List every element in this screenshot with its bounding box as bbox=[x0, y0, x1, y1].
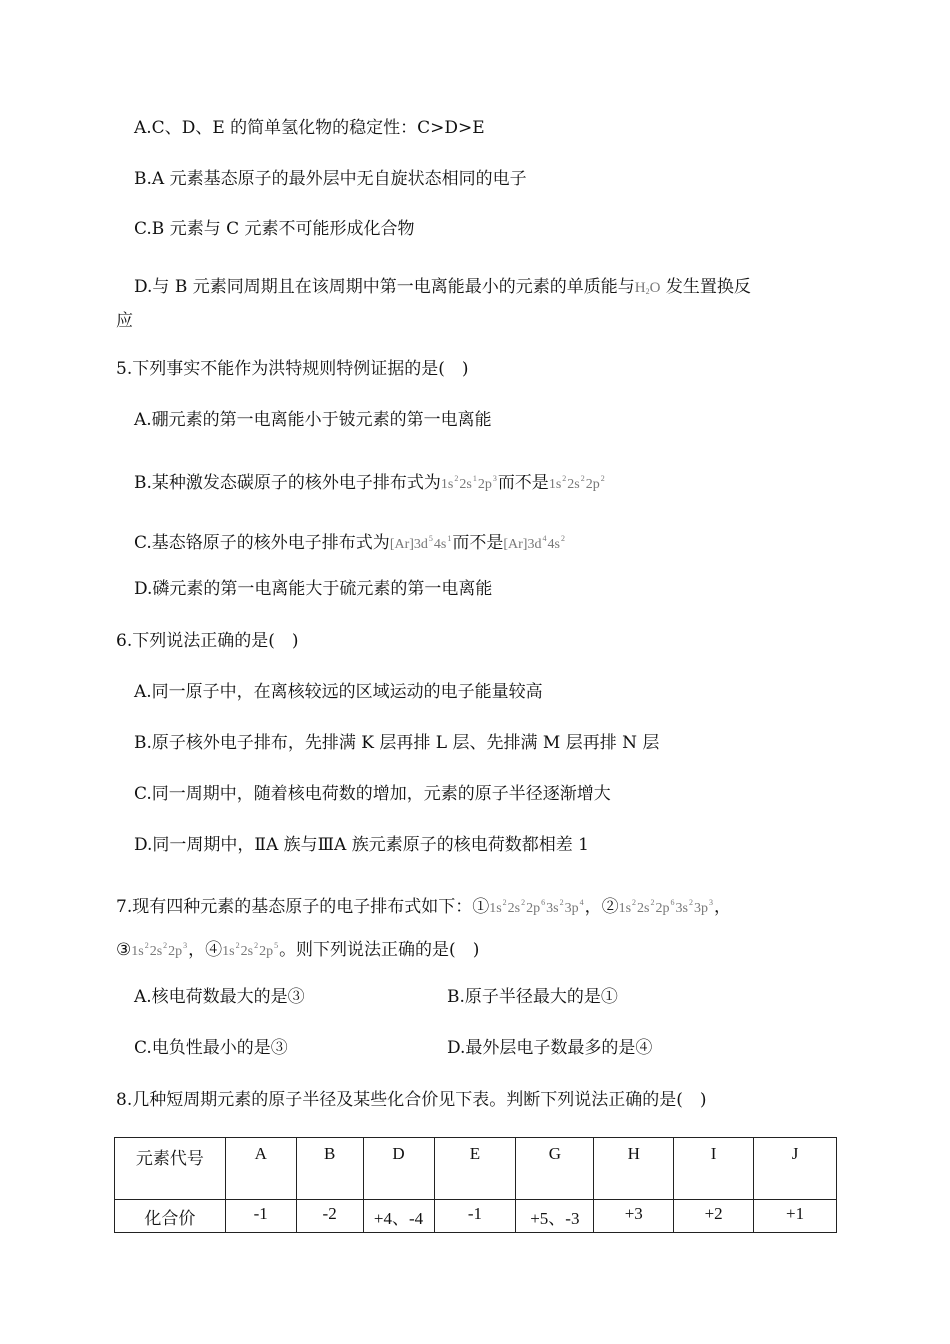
q4-option-d-continued: 应 bbox=[116, 311, 133, 331]
table-cell: A bbox=[225, 1138, 296, 1200]
table-cell: G bbox=[516, 1138, 594, 1200]
table-row-elements bbox=[115, 1138, 837, 1200]
q5-option-b-mid: 而不是 bbox=[497, 473, 549, 493]
q6-option-b: B.原子核外电子排布，先排满 K 层再排 L 层、先排满 M 层再排 N 层 bbox=[134, 733, 660, 753]
table-cell: +5、-3 bbox=[516, 1200, 594, 1233]
q5-option-d: D.磷元素的第一电离能大于硫元素的第一电离能 bbox=[134, 579, 493, 599]
q8-stem: 8.几种短周期元素的原子半径及某些化合价见下表。判断下列说法正确的是( ) bbox=[116, 1090, 707, 1110]
q5-option-c-text: C.基态铬原子的核外电子排布式为 bbox=[134, 533, 390, 553]
chromium-config: $[Ar]3d^54s^1$ bbox=[389, 534, 452, 552]
table-cell: B bbox=[296, 1138, 363, 1200]
element-table bbox=[114, 1137, 837, 1233]
table-cell: -1 bbox=[225, 1200, 296, 1233]
table-row-valences bbox=[115, 1200, 837, 1233]
table-cell: D bbox=[363, 1138, 434, 1200]
q7-sep-4: ，④ bbox=[188, 940, 223, 960]
table-row-label: 元素代号 bbox=[115, 1138, 226, 1200]
q6-option-a: A.同一原子中，在离核较远的区域运动的电子能量较高 bbox=[134, 682, 543, 702]
q6-option-c: C.同一周期中，随着核电荷数的增加，元素的原子半径逐渐增大 bbox=[134, 784, 611, 804]
q7-sep-2-end: ， bbox=[713, 897, 731, 917]
water-formula: $H_2O$ bbox=[634, 280, 661, 296]
carbon-ground-config: $1s^22s^22p^2$ bbox=[548, 474, 605, 492]
q5-option-b-text: B.某种激发态碳原子的核外电子排布式为 bbox=[134, 473, 441, 493]
q4-option-c: C.B 元素与 C 元素不可能形成化合物 bbox=[134, 219, 415, 239]
config-4: $1s^22s^22p^5$ bbox=[222, 941, 279, 959]
config-3: $1s^22s^22p^3$ bbox=[131, 941, 188, 959]
table-cell: H bbox=[594, 1138, 674, 1200]
chromium-alt-config: $[Ar]3d^44s^2$ bbox=[503, 534, 565, 552]
table-cell: +1 bbox=[754, 1200, 837, 1233]
q5-stem: 5.下列事实不能作为洪特规则特例证据的是( ) bbox=[116, 359, 469, 379]
q6-stem: 6.下列说法正确的是( ) bbox=[116, 631, 299, 651]
config-2: $1s^22s^22p^63s^23p^3$ bbox=[618, 898, 713, 916]
q7-stem-line1 bbox=[116, 891, 731, 921]
q5-option-a: A.硼元素的第一电离能小于铍元素的第一电离能 bbox=[134, 410, 492, 430]
q4-option-a: A.C、D、E 的简单氢化物的稳定性：C>D>E bbox=[134, 118, 485, 138]
table-cell: +3 bbox=[594, 1200, 674, 1233]
table-cell: E bbox=[434, 1138, 516, 1200]
q4-option-d bbox=[134, 275, 751, 304]
table-cell: +4、-4 bbox=[363, 1200, 434, 1233]
q7-marker-3: ③ bbox=[116, 940, 132, 960]
table-row-label: 化合价 bbox=[115, 1200, 226, 1233]
q4-option-d-text: D.与 B 元素同周期且在该周期中第一电离能最小的元素的单质能与 bbox=[134, 277, 635, 297]
q4-option-d-text-end: 发生置换反 bbox=[665, 277, 751, 297]
q7-sep-2: ，② bbox=[584, 897, 619, 917]
table-cell: -1 bbox=[434, 1200, 516, 1233]
q7-stem-end: 。则下列说法正确的是( ) bbox=[279, 940, 480, 960]
carbon-excited-config: $1s^22s^12p^3$ bbox=[440, 474, 497, 492]
q7-option-d: D.最外层电子数最多的是④ bbox=[447, 1038, 653, 1058]
table-cell: I bbox=[674, 1138, 754, 1200]
table-cell: J bbox=[754, 1138, 837, 1200]
q5-option-b bbox=[134, 467, 606, 497]
table-cell: -2 bbox=[296, 1200, 363, 1233]
config-1: $1s^22s^22p^63s^23p^4$ bbox=[489, 898, 584, 916]
q5-option-c bbox=[134, 527, 566, 557]
q7-option-b: B.原子半径最大的是① bbox=[447, 987, 618, 1007]
q5-option-c-mid: 而不是 bbox=[452, 533, 504, 553]
table-cell: +2 bbox=[674, 1200, 754, 1233]
q6-option-d: D.同一周期中，ⅡA 族与ⅢA 族元素原子的核电荷数都相差 1 bbox=[134, 835, 589, 855]
q7-option-c: C.电负性最小的是③ bbox=[134, 1038, 288, 1058]
q4-option-b: B.A 元素基态原子的最外层中无自旋状态相同的电子 bbox=[134, 169, 527, 189]
q7-option-a: A.核电荷数最大的是③ bbox=[134, 987, 305, 1007]
q7-stem-text: 7.现有四种元素的基态原子的电子排布式如下：① bbox=[116, 897, 490, 917]
q7-stem-line2 bbox=[116, 934, 479, 964]
